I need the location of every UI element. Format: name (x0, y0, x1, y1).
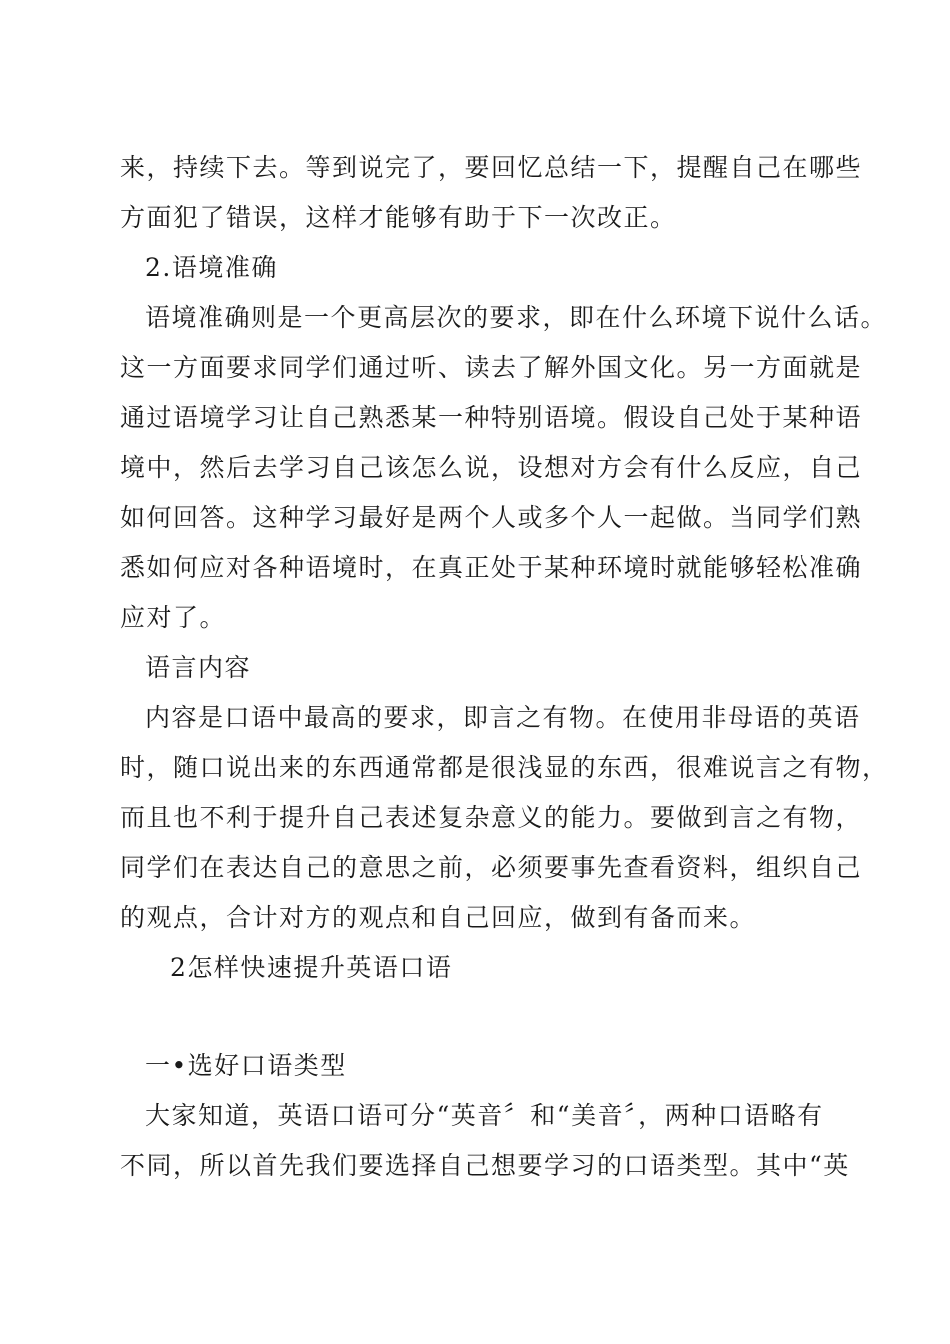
body-text-line: 同学们在表达自己的意思之前，必须要事先查看资料，组织自己 (120, 853, 863, 882)
body-text-line: 方面犯了错误，这样才能够有助于下一次改正。 (120, 203, 677, 232)
body-text-line: 而且也不利于提升自己表述复杂意义的能力。要做到言之有物， (120, 803, 863, 832)
body-text-line: 大家知道，英语口语可分“英音〞和“美音〞，两种口语略有 (145, 1101, 824, 1130)
body-text-line: 悉如何应对各种语境时，在真正处于某种环境时就能够轻松准确 (120, 553, 863, 582)
body-text-line: 的观点，合计对方的观点和自己回应，做到有备而来。 (120, 903, 757, 932)
body-text-line: 通过语境学习让自己熟悉某一种特别语境。假设自己处于某种语 (120, 403, 863, 432)
section-heading: 一•选好口语类型 (145, 1051, 347, 1080)
body-text-line: 内容是口语中最高的要求，即言之有物。在使用非母语的英语 (145, 703, 861, 732)
body-text-line: 不同，所以首先我们要选择自己想要学习的口语类型。其中“英 (120, 1151, 850, 1180)
body-text-line: 如何回答。这种学习最好是两个人或多个人一起做。当同学们熟 (120, 503, 863, 532)
body-text-line: 境中，然后去学习自己该怎么说，设想对方会有什么反应，自己 (120, 453, 863, 482)
body-text-line: 语境准确则是一个更高层次的要求，即在什么环境下说什么话。 (145, 303, 888, 332)
section-heading: 2.语境准确 (145, 253, 278, 282)
body-text-line: 时，随口说出来的东西通常都是很浅显的东西，很难说言之有物， (120, 753, 889, 782)
section-heading: 语言内容 (145, 653, 252, 682)
section-heading: 2怎样快速提升英语口语 (170, 953, 453, 982)
body-text-line: 来，持续下去。等到说完了，要回忆总结一下，提醒自己在哪些 (120, 153, 863, 182)
body-text-line: 这一方面要求同学们通过听、读去了解外国文化。另一方面就是 (120, 353, 863, 382)
body-text-line: 应对了。 (120, 603, 227, 632)
